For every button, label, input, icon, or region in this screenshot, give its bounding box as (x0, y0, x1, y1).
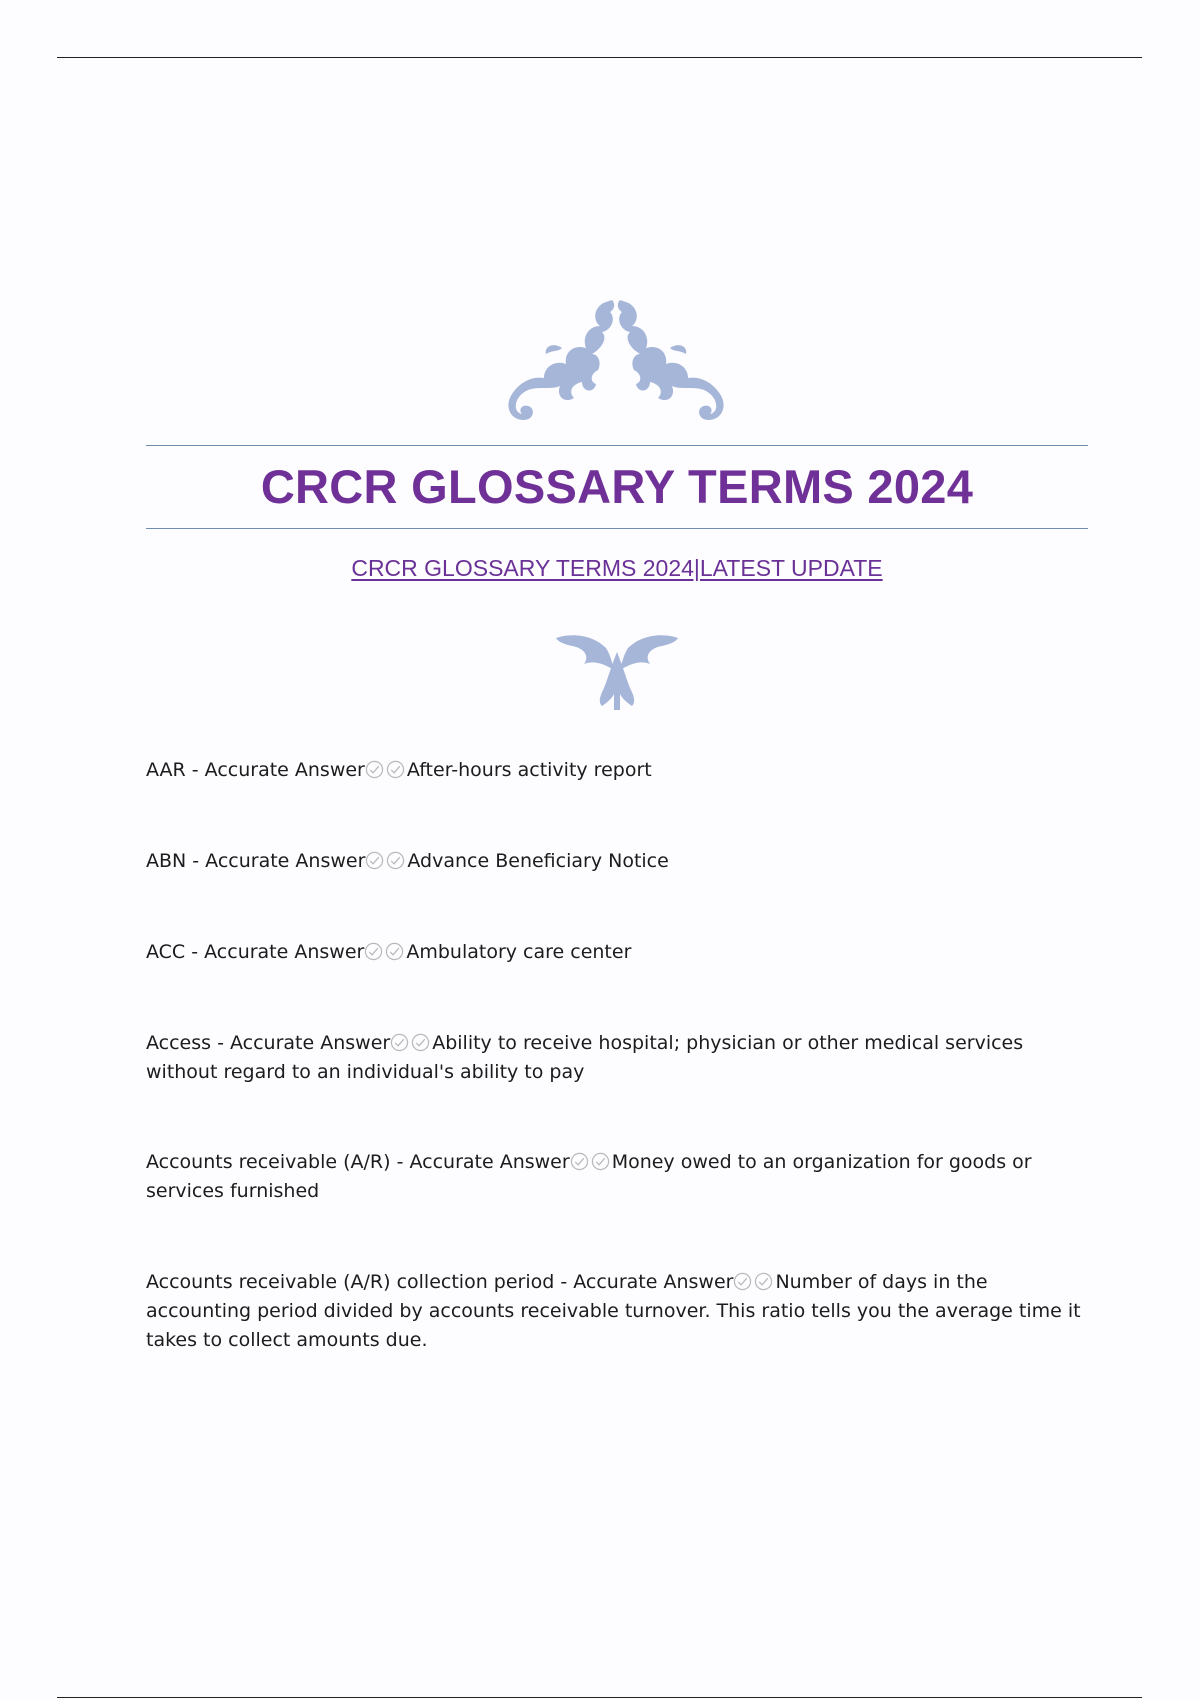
entry-term: ABN - Accurate Answer (146, 850, 366, 872)
entry-definition: Money owed to an organization for goods or services furnished (146, 1151, 1032, 1202)
document-title: CRCR GLOSSARY TERMS 2024 (260, 460, 974, 513)
circle-check-icon (390, 1033, 409, 1052)
entry-definition: Number of days in the accounting period divided by accounts receivable turnover. This ratio tells you the average time it takes to collect amounts due. (146, 1271, 1081, 1351)
fleur-ornament-icon (554, 630, 680, 712)
circle-check-icon (365, 760, 384, 779)
entry-definition: Advance Beneficiary Notice (407, 850, 669, 872)
entry-term: Access - Accurate Answer (146, 1032, 391, 1054)
circle-check-icon (386, 851, 405, 870)
entry-term: ACC - Accurate Answer (146, 941, 365, 963)
subtitle-link[interactable]: CRCR GLOSSARY TERMS 2024|LATEST UPDATE (351, 555, 883, 581)
circle-check-icon (385, 942, 404, 961)
glossary-entry-acc (146, 938, 1086, 967)
entry-definition: Ability to receive hospital; physician or other medical services without regard to an individual's ability to pay (146, 1032, 1024, 1083)
subtitle-container (146, 552, 1088, 584)
circle-check-icon (733, 1272, 752, 1291)
title-bottom-rule (146, 528, 1088, 529)
entry-definition: After-hours activity report (406, 759, 652, 781)
entry-term: Accounts receivable (A/R) - Accurate Answer (146, 1151, 570, 1173)
circle-check-icon (365, 851, 384, 870)
glossary-entry-aar (146, 756, 1086, 785)
circle-check-icon (570, 1152, 589, 1171)
circle-check-icon (411, 1033, 430, 1052)
circle-check-icon (364, 942, 383, 961)
page-top-rule (57, 57, 1142, 58)
circle-check-icon (754, 1272, 773, 1291)
entry-term: Accounts receivable (A/R) collection period - Accurate Answer (146, 1271, 734, 1293)
glossary-entry-abn (146, 847, 1086, 876)
glossary-entry-accounts-receivable (146, 1148, 1086, 1206)
entry-definition: Ambulatory care center (406, 941, 632, 963)
title-top-rule (146, 445, 1088, 446)
glossary-entry-access (146, 1029, 1086, 1087)
glossary-entry-ar-collection-period (146, 1268, 1086, 1355)
circle-check-icon (386, 760, 405, 779)
page-bottom-rule (57, 1697, 1142, 1698)
entry-term: AAR - Accurate Answer (146, 759, 365, 781)
floral-scroll-pair-icon (498, 296, 734, 426)
circle-check-icon (591, 1152, 610, 1171)
